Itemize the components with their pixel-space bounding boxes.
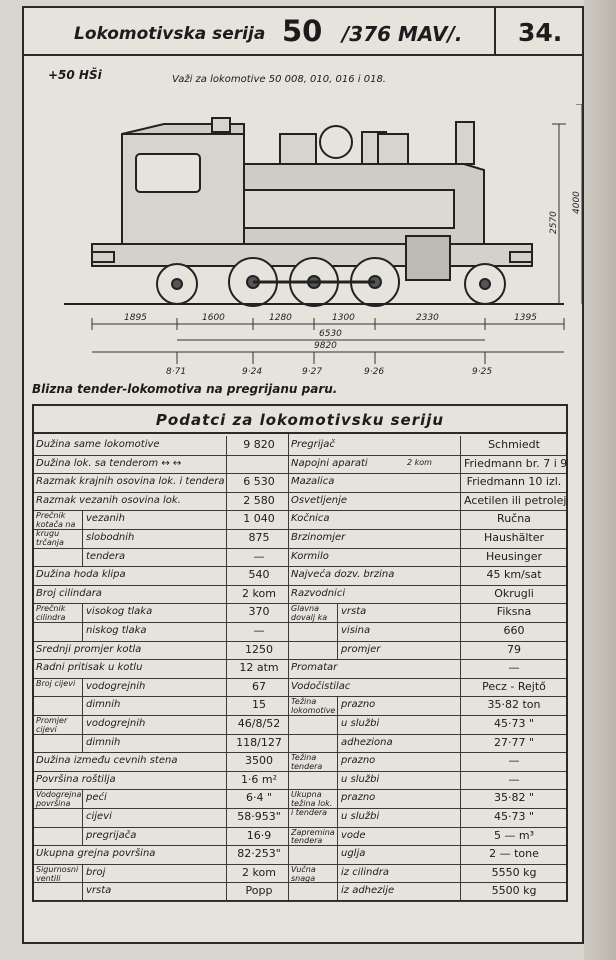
table-row-line [34,827,288,828]
left-group-label: Broj cijevi [36,678,76,688]
left-row-label: vodogrejnih [86,680,146,692]
table-row-line [289,529,566,530]
right-row-label: Mazalica [291,476,335,488]
dim-total-height: 4000 [572,191,582,214]
right-group-label: Ukupna težina lok. i tendera [291,790,333,817]
axle-load-2: 9·24 [242,367,263,377]
header-mav: /376 MAV/. [342,22,463,46]
right-row-label: Promatar [291,662,338,674]
group-divider [337,696,338,752]
left-row-label: Srednji promjer kotla [36,643,142,655]
dim-4: 1300 [332,313,355,323]
left-row-label: Dužina same lokomotive [36,439,160,450]
left-row-label: Dužina lok. sa tenderom ↔ ↔ [36,457,182,469]
left-row-value: 540 [248,568,270,582]
table-row-line [34,548,288,549]
locomotive-drawing [44,104,584,394]
table-row-line [34,715,288,716]
table-row-line [34,492,288,493]
right-row-label: u službi [341,718,380,729]
left-row-value: 6·4 " [245,791,273,805]
table-row-line [289,510,566,511]
table-row-line [289,734,566,735]
right-row-value: 45·73 " [493,810,535,823]
left-row-value: 1·6 m² [240,772,278,786]
left-row-value: 6 530 [243,475,275,489]
right-row-value: Haushälter [483,531,545,544]
table-row-line [34,771,288,772]
left-row-value: 46/8/52 [237,717,281,730]
right-row-value: Friedmann 10 izl. [466,475,562,489]
right-row-label: prazno [341,792,376,804]
right-row-value: 27·77 " [493,735,535,749]
right-row-value: 45 km/sat [486,568,542,582]
right-row-label: Kormilo [291,550,329,562]
left-value-divider [226,436,227,901]
right-row-value: 5500 kg [491,884,537,898]
table-row-line [34,455,288,456]
applicability-note: Važi za lokomotive 50 008, 010, 016 i 018. [172,74,386,85]
header-page-number: 34. [518,18,563,47]
group-divider [337,603,338,659]
table-row-line [289,696,566,697]
group-divider [82,678,83,715]
table-row-line [289,901,566,902]
left-row-label: Razmak krajnih osovina lok. i tendera [36,476,225,488]
right-row-value: 45·73 " [493,717,535,730]
right-row-label: iz adhezije [341,885,395,897]
left-row-value: 58·953" [237,810,281,823]
axle-load-4: 9·26 [364,367,385,377]
right-row-label: u službi [341,773,380,785]
left-row-label: dimnih [86,699,121,711]
table-row-line [289,678,566,679]
right-row-label: u službi [341,811,380,822]
right-row-value: — [508,772,520,786]
left-row-label: Dužina hoda klipa [36,569,126,581]
right-value-divider [460,436,461,901]
left-row-value: 875 [248,531,270,544]
table-row-line [34,696,288,697]
left-row-value: 2 kom [242,865,276,879]
right-group-label: Zapremina tendera [291,827,335,846]
header-title: Lokomotivska serija [74,24,266,44]
group-divider [337,864,338,901]
left-row-label: cijevi [86,811,112,822]
right-row-label: vrsta [341,606,367,618]
right-row-sub: 2 kom [407,457,432,467]
dim-3: 1280 [269,313,292,323]
table-row-line [289,659,566,660]
table-row-line [289,566,566,567]
right-row-label: Pregrijač [291,439,335,450]
dim-5: 2330 [416,313,439,323]
right-row-value: Schmiedt [488,438,540,451]
left-row-value: 2 kom [242,586,276,600]
right-row-value: Heusinger [485,549,543,563]
group-divider [337,827,338,864]
right-row-label: prazno [341,755,376,767]
right-row-label: uglja [341,848,366,860]
group-divider [82,715,83,752]
right-row-label: iz cilindra [341,866,389,878]
left-row-value: 12 atm [239,661,279,675]
left-row-label: niskog tlaka [86,625,147,636]
table-row-line [289,752,566,753]
stamp-note: +50 HŠi [48,68,102,82]
right-row-label: Brzinomjer [291,532,346,543]
left-row-label: Razmak vezanih osovina lok. [36,494,181,506]
right-row-value: Fiksna [496,605,532,619]
left-row-value: 1 040 [243,512,275,526]
left-group-label: Vodogrejna površina [36,790,82,809]
header-divider [494,8,496,56]
right-row-value: 660 [503,624,525,637]
left-row-value: 82·253" [237,847,281,861]
right-row-value: 35·82 ton [487,698,541,712]
left-row-label: vrsta [86,885,112,897]
table-row-line [289,473,566,474]
right-row-label: Kočnica [291,513,330,525]
left-row-value: 15 [252,698,266,712]
table-row-line [34,641,288,642]
left-group-label: Prečnik cilindra [36,604,66,623]
right-row-label: prazno [341,699,376,711]
right-row-label: adhezionа [341,736,393,748]
left-row-value: 2 580 [243,493,275,507]
left-row-label: Dužina između cevnih stena [36,755,178,767]
right-row-label: Razvodnici [291,587,346,599]
left-row-value: 3500 [245,754,273,768]
data-table [32,404,568,902]
right-row-label: Osvetljenje [291,494,348,506]
left-group-label: Promjer cijevi [36,716,68,734]
table-row-line [289,492,566,493]
dim-1: 1895 [124,313,147,323]
axle-load-5: 9·25 [472,367,493,377]
right-row-value: 2 — tone [489,847,539,861]
left-row-label: Površina roštilja [36,773,116,785]
table-row-line [34,603,288,604]
axle-load-1: 8·71 [166,367,187,377]
left-row-label: visokog tlaka [86,606,153,618]
left-row-value: 118/127 [236,735,282,749]
right-row-value: Acetilen ili petrolej [464,493,567,507]
left-row-label: dimnih [86,736,121,748]
dim-6: 1395 [514,313,537,323]
group-divider [82,789,83,845]
dim-inner-total: 6530 [319,329,342,339]
table-row-line [34,901,288,902]
left-row-label: vezanih [86,513,125,525]
dim-total: 9820 [314,341,337,351]
table-row-line [34,473,288,474]
left-row-label: peći [86,792,107,804]
header-series: 50 [282,14,323,48]
table-row-line [289,548,566,549]
left-row-value: — [253,624,265,637]
right-row-value: 5550 kg [491,865,537,879]
table-center-divider [288,434,289,900]
right-group-label: Težina lokomotive [291,697,336,716]
table-row-line [289,789,566,790]
right-row-label: Napojni aparati [291,457,368,469]
table-row-line [289,864,566,865]
table-row-line [289,585,566,586]
dim-2: 1600 [202,313,225,323]
table-row-line [34,752,288,753]
right-row-value: — [508,754,520,768]
left-row-label: pregrijača [86,829,137,841]
left-row-value: 370 [248,605,270,619]
right-row-label: promjer [341,643,381,655]
left-row-value: Popp [245,884,273,898]
table-row-line [34,510,288,511]
left-row-value: 9 820 [243,438,275,451]
table-row-line [34,659,288,660]
table-row-line [34,566,288,567]
left-row-value: 16·9 [246,828,272,842]
table-row-line [34,845,288,846]
left-group-label: Sigurnosni ventili [36,864,79,883]
locomotive-data-sheet [22,6,584,944]
left-row-label: Broj cilindara [36,587,102,599]
right-row-label: visina [341,625,371,636]
right-row-value: 79 [507,642,521,656]
table-row-line [289,455,566,456]
right-group-label: Težina tendera [291,753,323,771]
left-row-label: slobodnih [86,532,135,543]
left-row-label: Ukupna grejna površina [36,848,156,860]
left-row-value: 67 [252,679,266,693]
dim-boiler-height: 2570 [549,211,559,234]
group-divider [82,510,83,566]
table-row-line [289,603,566,604]
left-row-label: vodogrejnih [86,718,146,729]
group-divider [82,603,83,640]
group-divider [337,789,338,826]
table-title: Podatci za lokomotivsku seriju [34,406,566,434]
left-row-label: tendera [86,550,126,562]
left-row-label: broj [86,866,106,878]
axle-load-3: 9·27 [302,367,323,377]
group-divider [82,864,83,901]
right-row-value: Ručna [497,512,531,526]
left-row-value: 1250 [245,642,273,656]
right-row-value: 35·82 " [493,791,535,805]
right-group-label: Vučna snaga [291,864,316,883]
right-row-value: Okrugli [494,586,534,600]
table-row-line [34,585,288,586]
drawing-caption: Blizna tender-lokomotiva na pregrijanu paru. [32,382,338,396]
right-row-label: vode [341,829,366,841]
page-edge [584,0,616,960]
left-row-value: — [253,549,265,563]
right-row-value: 5 — m³ [493,828,535,842]
left-group-label: Prečnik kotača na krugu trčanja [36,511,76,547]
sheet-header [24,8,582,56]
right-row-value: Pecz - Rejtő [482,679,546,693]
right-row-value: Friedmann br. 7 i 9 [464,456,568,470]
right-row-value: — [508,661,520,675]
right-group-label: Glavna dovalj ka [291,604,328,623]
left-row-label: Radni pritisak u kotlu [36,662,143,674]
table-row-line [289,641,566,642]
group-divider [337,752,338,789]
right-row-label: Vodočistilac [291,680,351,692]
right-row-label: Najveća dozv. brzina [291,569,395,581]
